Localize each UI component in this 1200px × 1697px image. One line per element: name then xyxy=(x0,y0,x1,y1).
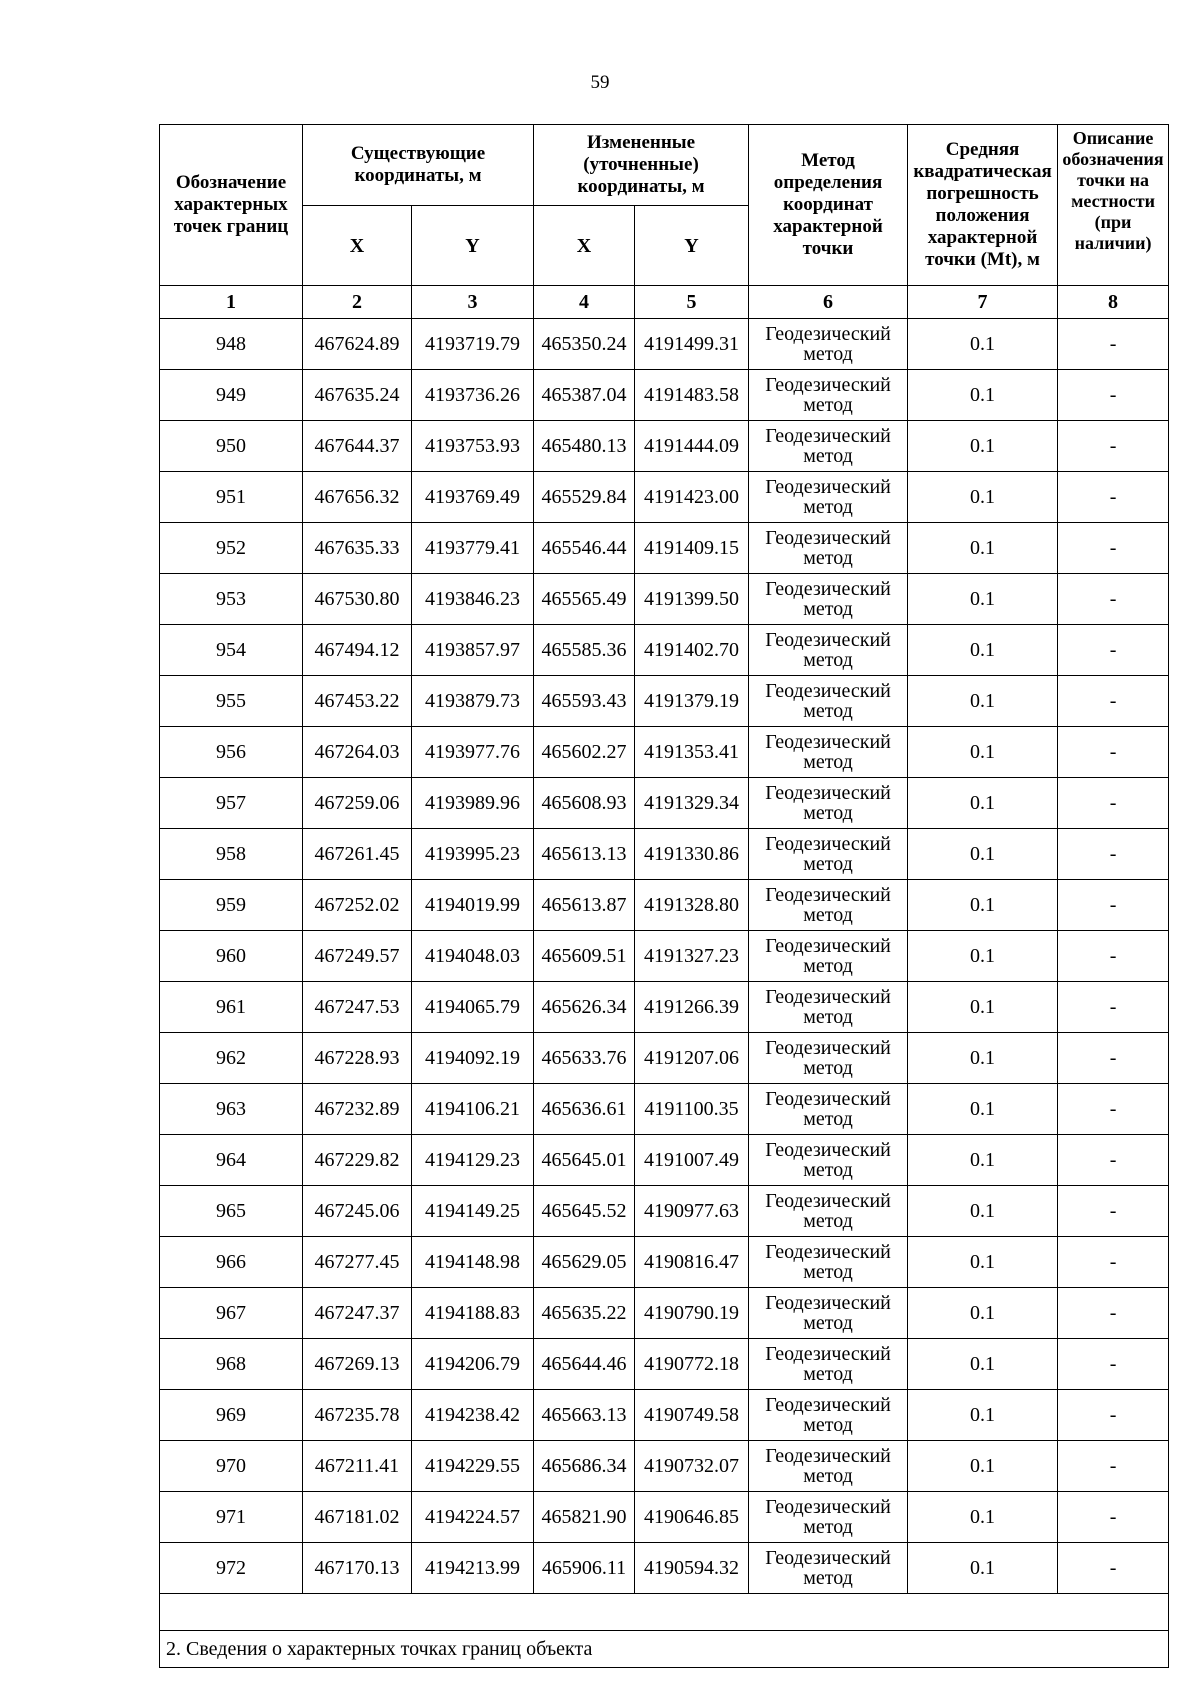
changed-x-cell: 465636.61 xyxy=(534,1084,635,1135)
existing-x-cell: 467635.33 xyxy=(303,523,412,574)
table-row xyxy=(160,472,1169,523)
existing-y-cell: 4194229.55 xyxy=(412,1441,534,1492)
changed-y-cell: 4191483.58 xyxy=(635,370,749,421)
changed-x-cell: 465686.34 xyxy=(534,1441,635,1492)
point-cell: 971 xyxy=(160,1492,303,1543)
error-cell: 0.1 xyxy=(908,829,1058,880)
header-description xyxy=(1058,125,1169,286)
existing-x-cell: 467530.80 xyxy=(303,574,412,625)
table-row xyxy=(160,676,1169,727)
existing-x-cell: 467228.93 xyxy=(303,1033,412,1084)
changed-y-cell: 4191402.70 xyxy=(635,625,749,676)
changed-x-cell: 465602.27 xyxy=(534,727,635,778)
coordinates-table xyxy=(159,124,1169,1668)
changed-x-cell: 465609.51 xyxy=(534,931,635,982)
table-row xyxy=(160,727,1169,778)
table-row xyxy=(160,1492,1169,1543)
existing-x-cell: 467247.53 xyxy=(303,982,412,1033)
changed-y-cell: 4190977.63 xyxy=(635,1186,749,1237)
footer-row xyxy=(160,1631,1169,1668)
changed-x-cell: 465906.11 xyxy=(534,1543,635,1594)
error-cell: 0.1 xyxy=(908,778,1058,829)
error-cell: 0.1 xyxy=(908,880,1058,931)
existing-x-cell: 467245.06 xyxy=(303,1186,412,1237)
existing-y-cell: 4194092.19 xyxy=(412,1033,534,1084)
existing-y-cell: 4193977.76 xyxy=(412,727,534,778)
method-cell: Геодезический метод xyxy=(749,1288,908,1339)
changed-x-cell: 465626.34 xyxy=(534,982,635,1033)
error-cell: 0.1 xyxy=(908,1084,1058,1135)
description-cell: - xyxy=(1058,880,1169,931)
changed-x-cell: 465633.76 xyxy=(534,1033,635,1084)
changed-y-cell: 4191379.19 xyxy=(635,676,749,727)
description-cell: - xyxy=(1058,676,1169,727)
header-existing-x: X xyxy=(303,206,412,286)
description-cell: - xyxy=(1058,778,1169,829)
existing-x-cell: 467277.45 xyxy=(303,1237,412,1288)
existing-x-cell: 467644.37 xyxy=(303,421,412,472)
method-cell: Геодезический метод xyxy=(749,1390,908,1441)
description-cell: - xyxy=(1058,1237,1169,1288)
table-row xyxy=(160,880,1169,931)
column-number: 5 xyxy=(635,286,749,319)
existing-y-cell: 4193719.79 xyxy=(412,319,534,370)
changed-x-cell: 465546.44 xyxy=(534,523,635,574)
changed-x-cell: 465635.22 xyxy=(534,1288,635,1339)
header-error: Средняя квадратическая погрешность положения характерной точки (Mt), м xyxy=(908,125,1058,286)
existing-x-cell: 467494.12 xyxy=(303,625,412,676)
table-row xyxy=(160,625,1169,676)
method-cell: Геодезический метод xyxy=(749,574,908,625)
existing-y-cell: 4193769.49 xyxy=(412,472,534,523)
header-existing-coordinates: Существующие координаты, м xyxy=(303,125,534,206)
existing-y-cell: 4193846.23 xyxy=(412,574,534,625)
changed-y-cell: 4191444.09 xyxy=(635,421,749,472)
changed-y-cell: 4191327.23 xyxy=(635,931,749,982)
error-cell: 0.1 xyxy=(908,1390,1058,1441)
changed-y-cell: 4191329.34 xyxy=(635,778,749,829)
method-cell: Геодезический метод xyxy=(749,1186,908,1237)
table-row xyxy=(160,574,1169,625)
existing-x-cell: 467232.89 xyxy=(303,1084,412,1135)
changed-x-cell: 465529.84 xyxy=(534,472,635,523)
existing-x-cell: 467229.82 xyxy=(303,1135,412,1186)
point-cell: 959 xyxy=(160,880,303,931)
changed-y-cell: 4190732.07 xyxy=(635,1441,749,1492)
column-number: 7 xyxy=(908,286,1058,319)
description-cell: - xyxy=(1058,1135,1169,1186)
description-cell: - xyxy=(1058,1543,1169,1594)
existing-y-cell: 4194149.25 xyxy=(412,1186,534,1237)
changed-x-cell: 465608.93 xyxy=(534,778,635,829)
table-row xyxy=(160,1237,1169,1288)
method-cell: Геодезический метод xyxy=(749,727,908,778)
existing-x-cell: 467656.32 xyxy=(303,472,412,523)
point-cell: 949 xyxy=(160,370,303,421)
description-cell: - xyxy=(1058,370,1169,421)
point-cell: 948 xyxy=(160,319,303,370)
point-cell: 951 xyxy=(160,472,303,523)
error-cell: 0.1 xyxy=(908,370,1058,421)
error-cell: 0.1 xyxy=(908,523,1058,574)
description-cell: - xyxy=(1058,1339,1169,1390)
existing-y-cell: 4194106.21 xyxy=(412,1084,534,1135)
existing-x-cell: 467264.03 xyxy=(303,727,412,778)
method-cell: Геодезический метод xyxy=(749,421,908,472)
changed-y-cell: 4191353.41 xyxy=(635,727,749,778)
table-row xyxy=(160,421,1169,472)
changed-x-cell: 465644.46 xyxy=(534,1339,635,1390)
existing-x-cell: 467211.41 xyxy=(303,1441,412,1492)
changed-y-cell: 4191499.31 xyxy=(635,319,749,370)
existing-y-cell: 4194206.79 xyxy=(412,1339,534,1390)
header-changed-coordinates: Измененные (уточненные) координаты, м xyxy=(534,125,749,206)
table-row xyxy=(160,1390,1169,1441)
description-cell: - xyxy=(1058,1033,1169,1084)
point-cell: 967 xyxy=(160,1288,303,1339)
existing-x-cell: 467247.37 xyxy=(303,1288,412,1339)
error-cell: 0.1 xyxy=(908,1135,1058,1186)
table-row xyxy=(160,1033,1169,1084)
existing-x-cell: 467170.13 xyxy=(303,1543,412,1594)
table-row xyxy=(160,1543,1169,1594)
existing-x-cell: 467181.02 xyxy=(303,1492,412,1543)
changed-y-cell: 4190772.18 xyxy=(635,1339,749,1390)
description-cell: - xyxy=(1058,982,1169,1033)
existing-y-cell: 4193736.26 xyxy=(412,370,534,421)
existing-y-cell: 4193779.41 xyxy=(412,523,534,574)
point-cell: 965 xyxy=(160,1186,303,1237)
description-cell: - xyxy=(1058,421,1169,472)
existing-y-cell: 4194213.99 xyxy=(412,1543,534,1594)
description-cell: - xyxy=(1058,319,1169,370)
method-cell: Геодезический метод xyxy=(749,472,908,523)
description-cell: - xyxy=(1058,727,1169,778)
method-cell: Геодезический метод xyxy=(749,1492,908,1543)
changed-x-cell: 465613.87 xyxy=(534,880,635,931)
error-cell: 0.1 xyxy=(908,1186,1058,1237)
point-cell: 972 xyxy=(160,1543,303,1594)
changed-y-cell: 4191100.35 xyxy=(635,1084,749,1135)
method-cell: Геодезический метод xyxy=(749,1441,908,1492)
changed-x-cell: 465350.24 xyxy=(534,319,635,370)
point-cell: 955 xyxy=(160,676,303,727)
table-row xyxy=(160,931,1169,982)
method-cell: Геодезический метод xyxy=(749,1237,908,1288)
table-row xyxy=(160,370,1169,421)
existing-y-cell: 4193989.96 xyxy=(412,778,534,829)
existing-y-cell: 4194019.99 xyxy=(412,880,534,931)
changed-x-cell: 465613.13 xyxy=(534,829,635,880)
changed-y-cell: 4190790.19 xyxy=(635,1288,749,1339)
existing-y-cell: 4194129.23 xyxy=(412,1135,534,1186)
table-row xyxy=(160,523,1169,574)
changed-y-cell: 4191330.86 xyxy=(635,829,749,880)
empty-cell xyxy=(160,1594,1169,1631)
changed-y-cell: 4191409.15 xyxy=(635,523,749,574)
table-row xyxy=(160,1288,1169,1339)
error-cell: 0.1 xyxy=(908,982,1058,1033)
method-cell: Геодезический метод xyxy=(749,1543,908,1594)
method-cell: Геодезический метод xyxy=(749,319,908,370)
changed-x-cell: 465645.01 xyxy=(534,1135,635,1186)
description-cell: - xyxy=(1058,1084,1169,1135)
existing-x-cell: 467261.45 xyxy=(303,829,412,880)
existing-x-cell: 467235.78 xyxy=(303,1390,412,1441)
method-cell: Геодезический метод xyxy=(749,625,908,676)
existing-y-cell: 4194048.03 xyxy=(412,931,534,982)
existing-y-cell: 4194224.57 xyxy=(412,1492,534,1543)
changed-y-cell: 4191423.00 xyxy=(635,472,749,523)
error-cell: 0.1 xyxy=(908,625,1058,676)
changed-y-cell: 4191207.06 xyxy=(635,1033,749,1084)
changed-x-cell: 465565.49 xyxy=(534,574,635,625)
table-row xyxy=(160,319,1169,370)
point-cell: 957 xyxy=(160,778,303,829)
description-cell: - xyxy=(1058,472,1169,523)
point-cell: 963 xyxy=(160,1084,303,1135)
error-cell: 0.1 xyxy=(908,1339,1058,1390)
description-cell: - xyxy=(1058,574,1169,625)
error-cell: 0.1 xyxy=(908,574,1058,625)
point-cell: 958 xyxy=(160,829,303,880)
method-cell: Геодезический метод xyxy=(749,1135,908,1186)
changed-y-cell: 4190646.85 xyxy=(635,1492,749,1543)
changed-x-cell: 465645.52 xyxy=(534,1186,635,1237)
error-cell: 0.1 xyxy=(908,1033,1058,1084)
table-row xyxy=(160,778,1169,829)
existing-y-cell: 4193857.97 xyxy=(412,625,534,676)
header-changed-y: Y xyxy=(635,206,749,286)
table-body xyxy=(160,319,1169,1594)
table-row xyxy=(160,829,1169,880)
page-number: 59 xyxy=(590,72,610,93)
error-cell: 0.1 xyxy=(908,1441,1058,1492)
header-method: Метод определения координат характерной точки xyxy=(749,125,908,286)
column-number: 4 xyxy=(534,286,635,319)
method-cell: Геодезический метод xyxy=(749,370,908,421)
existing-y-cell: 4194065.79 xyxy=(412,982,534,1033)
changed-x-cell: 465480.13 xyxy=(534,421,635,472)
table-row xyxy=(160,1186,1169,1237)
method-cell: Геодезический метод xyxy=(749,778,908,829)
existing-x-cell: 467252.02 xyxy=(303,880,412,931)
point-cell: 953 xyxy=(160,574,303,625)
point-cell: 954 xyxy=(160,625,303,676)
description-cell: - xyxy=(1058,1288,1169,1339)
changed-x-cell: 465629.05 xyxy=(534,1237,635,1288)
column-number-row xyxy=(160,286,1169,319)
header-description-text: Описание обозначения точки на местности (при наличии) xyxy=(1062,127,1164,253)
header-existing-y: Y xyxy=(412,206,534,286)
method-cell: Геодезический метод xyxy=(749,676,908,727)
error-cell: 0.1 xyxy=(908,1492,1058,1543)
changed-y-cell: 4191328.80 xyxy=(635,880,749,931)
existing-x-cell: 467249.57 xyxy=(303,931,412,982)
column-number: 6 xyxy=(749,286,908,319)
column-number: 2 xyxy=(303,286,412,319)
method-cell: Геодезический метод xyxy=(749,829,908,880)
description-cell: - xyxy=(1058,1390,1169,1441)
existing-y-cell: 4193879.73 xyxy=(412,676,534,727)
existing-x-cell: 467269.13 xyxy=(303,1339,412,1390)
header-point-label: Обозначение характерных точек границ xyxy=(160,125,303,286)
point-cell: 969 xyxy=(160,1390,303,1441)
existing-x-cell: 467624.89 xyxy=(303,319,412,370)
description-cell: - xyxy=(1058,931,1169,982)
description-cell: - xyxy=(1058,625,1169,676)
changed-y-cell: 4191007.49 xyxy=(635,1135,749,1186)
point-cell: 962 xyxy=(160,1033,303,1084)
changed-x-cell: 465593.43 xyxy=(534,676,635,727)
point-cell: 956 xyxy=(160,727,303,778)
method-cell: Геодезический метод xyxy=(749,982,908,1033)
changed-x-cell: 465387.04 xyxy=(534,370,635,421)
column-number: 3 xyxy=(412,286,534,319)
empty-row xyxy=(160,1594,1169,1631)
changed-y-cell: 4191399.50 xyxy=(635,574,749,625)
header-row-top xyxy=(160,125,1169,206)
column-number: 8 xyxy=(1058,286,1169,319)
error-cell: 0.1 xyxy=(908,931,1058,982)
error-cell: 0.1 xyxy=(908,1237,1058,1288)
existing-y-cell: 4194238.42 xyxy=(412,1390,534,1441)
error-cell: 0.1 xyxy=(908,472,1058,523)
table-row xyxy=(160,982,1169,1033)
method-cell: Геодезический метод xyxy=(749,1033,908,1084)
changed-y-cell: 4190816.47 xyxy=(635,1237,749,1288)
description-cell: - xyxy=(1058,1441,1169,1492)
existing-y-cell: 4193995.23 xyxy=(412,829,534,880)
changed-y-cell: 4190594.32 xyxy=(635,1543,749,1594)
existing-x-cell: 467453.22 xyxy=(303,676,412,727)
point-cell: 964 xyxy=(160,1135,303,1186)
description-cell: - xyxy=(1058,1186,1169,1237)
changed-x-cell: 465585.36 xyxy=(534,625,635,676)
error-cell: 0.1 xyxy=(908,676,1058,727)
method-cell: Геодезический метод xyxy=(749,1339,908,1390)
existing-x-cell: 467259.06 xyxy=(303,778,412,829)
table-row xyxy=(160,1084,1169,1135)
existing-y-cell: 4194148.98 xyxy=(412,1237,534,1288)
point-cell: 960 xyxy=(160,931,303,982)
point-cell: 968 xyxy=(160,1339,303,1390)
header-changed-x: X xyxy=(534,206,635,286)
column-number: 1 xyxy=(160,286,303,319)
existing-y-cell: 4193753.93 xyxy=(412,421,534,472)
point-cell: 952 xyxy=(160,523,303,574)
changed-x-cell: 465821.90 xyxy=(534,1492,635,1543)
description-cell: - xyxy=(1058,829,1169,880)
method-cell: Геодезический метод xyxy=(749,1084,908,1135)
table-row xyxy=(160,1441,1169,1492)
description-cell: - xyxy=(1058,1492,1169,1543)
table-row xyxy=(160,1339,1169,1390)
method-cell: Геодезический метод xyxy=(749,931,908,982)
method-cell: Геодезический метод xyxy=(749,880,908,931)
point-cell: 966 xyxy=(160,1237,303,1288)
changed-y-cell: 4191266.39 xyxy=(635,982,749,1033)
point-cell: 950 xyxy=(160,421,303,472)
changed-y-cell: 4190749.58 xyxy=(635,1390,749,1441)
method-cell: Геодезический метод xyxy=(749,523,908,574)
error-cell: 0.1 xyxy=(908,1288,1058,1339)
point-cell: 961 xyxy=(160,982,303,1033)
changed-x-cell: 465663.13 xyxy=(534,1390,635,1441)
error-cell: 0.1 xyxy=(908,421,1058,472)
error-cell: 0.1 xyxy=(908,319,1058,370)
error-cell: 0.1 xyxy=(908,727,1058,778)
footer-text: 2. Сведения о характерных точках границ объекта xyxy=(160,1631,1169,1668)
existing-x-cell: 467635.24 xyxy=(303,370,412,421)
description-cell: - xyxy=(1058,523,1169,574)
point-cell: 970 xyxy=(160,1441,303,1492)
existing-y-cell: 4194188.83 xyxy=(412,1288,534,1339)
error-cell: 0.1 xyxy=(908,1543,1058,1594)
table-row xyxy=(160,1135,1169,1186)
